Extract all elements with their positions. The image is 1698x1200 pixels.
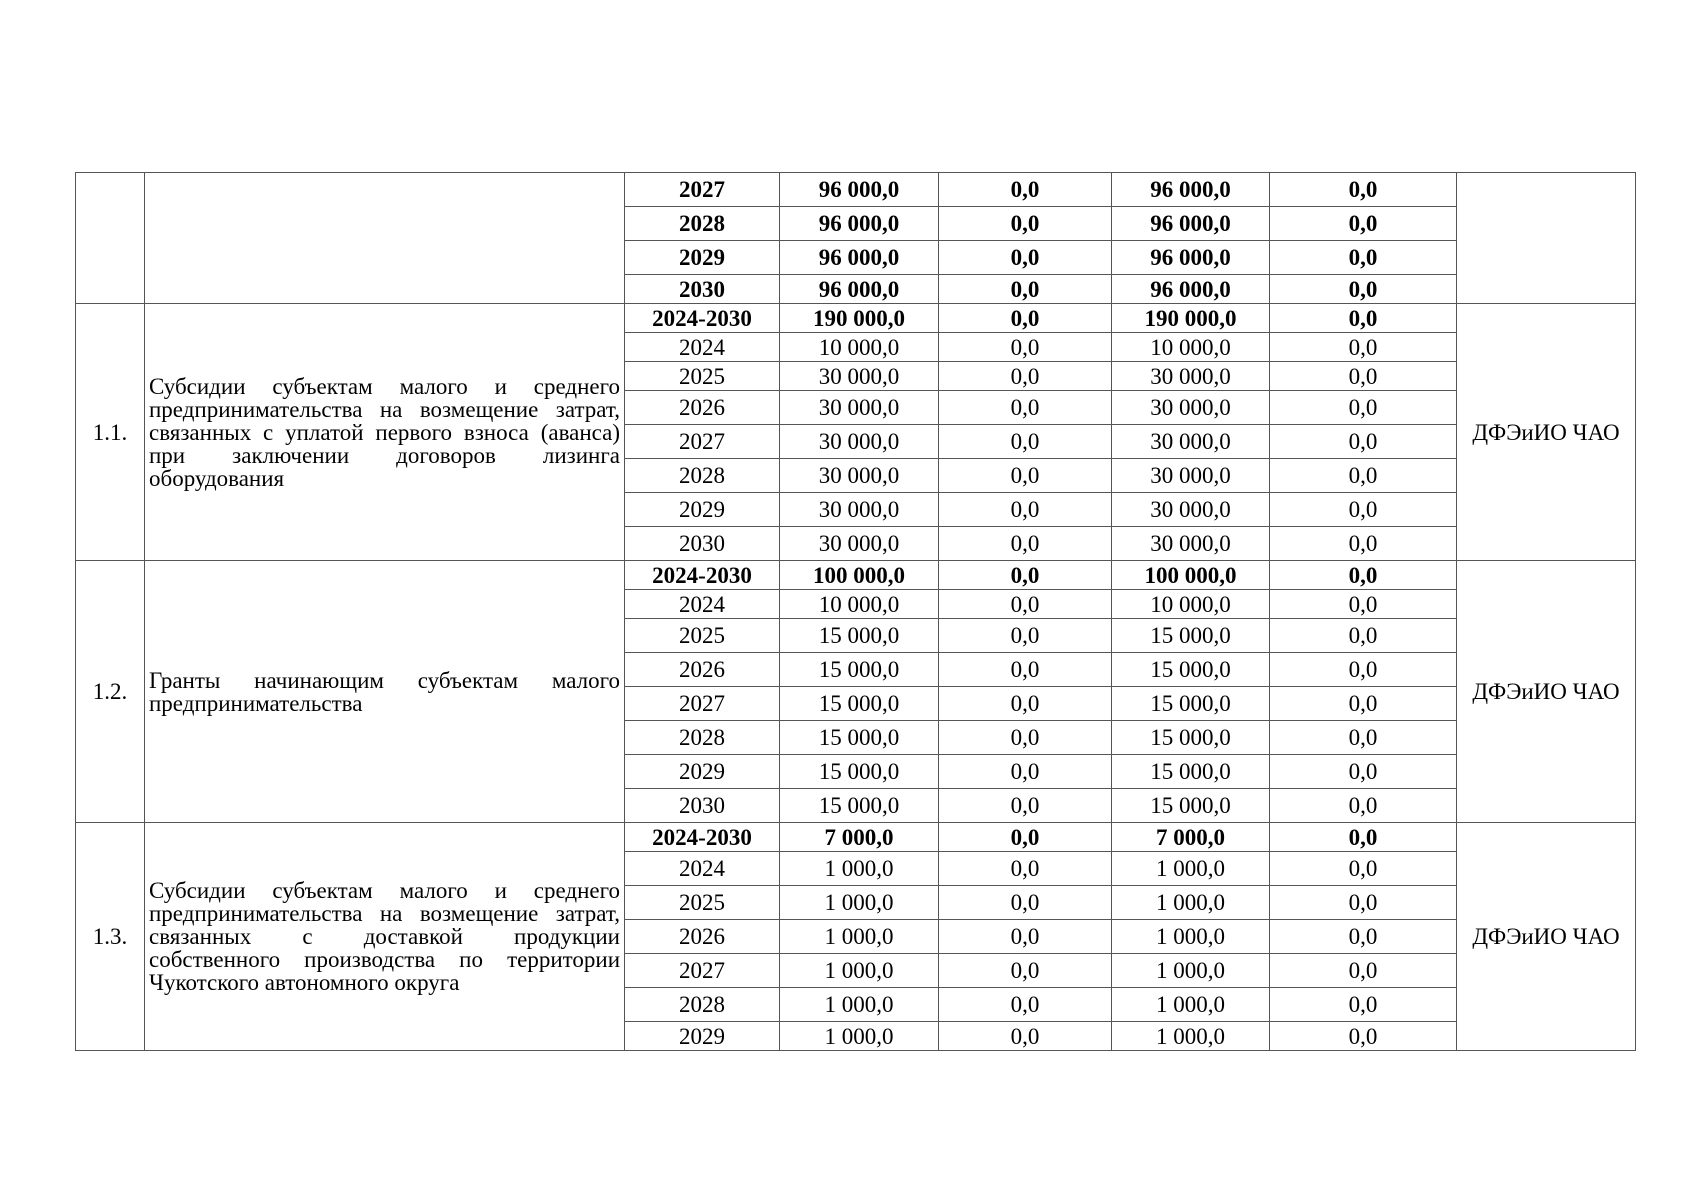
total-cell: 30 000,0 xyxy=(780,459,939,493)
total-cell: 10 000,0 xyxy=(780,590,939,619)
year-cell: 2024 xyxy=(625,852,780,886)
table-body xyxy=(76,173,1636,1051)
item-number-cell: 1.1. xyxy=(76,304,145,561)
regional-budget-cell: 190 000,0 xyxy=(1112,304,1270,333)
other-sources-cell: 0,0 xyxy=(1270,207,1457,241)
other-sources-cell: 0,0 xyxy=(1270,823,1457,852)
item-number-cell xyxy=(76,173,145,304)
other-sources-cell: 0,0 xyxy=(1270,527,1457,561)
year-cell: 2024-2030 xyxy=(625,304,780,333)
federal-budget-cell: 0,0 xyxy=(939,275,1112,304)
item-description-cell: Субсидии субъектам малого и среднего предпринимательства на возмещение затрат, связанных с уплатой первого взноса (аванса) при заключении договоров лизинга оборудования xyxy=(145,304,625,561)
other-sources-cell: 0,0 xyxy=(1270,173,1457,207)
other-sources-cell: 0,0 xyxy=(1270,275,1457,304)
total-cell: 96 000,0 xyxy=(780,173,939,207)
item-number-cell: 1.2. xyxy=(76,561,145,823)
federal-budget-cell: 0,0 xyxy=(939,954,1112,988)
other-sources-cell: 0,0 xyxy=(1270,653,1457,687)
federal-budget-cell: 0,0 xyxy=(939,619,1112,653)
regional-budget-cell: 1 000,0 xyxy=(1112,920,1270,954)
other-sources-cell: 0,0 xyxy=(1270,391,1457,425)
federal-budget-cell: 0,0 xyxy=(939,527,1112,561)
year-cell: 2029 xyxy=(625,241,780,275)
federal-budget-cell: 0,0 xyxy=(939,789,1112,823)
year-cell: 2027 xyxy=(625,173,780,207)
year-cell: 2029 xyxy=(625,755,780,789)
responsible-cell: ДФЭиИО ЧАО xyxy=(1457,823,1636,1051)
total-cell: 15 000,0 xyxy=(780,653,939,687)
total-cell: 10 000,0 xyxy=(780,333,939,362)
year-cell: 2027 xyxy=(625,687,780,721)
total-cell: 15 000,0 xyxy=(780,721,939,755)
table-row xyxy=(76,304,1636,333)
federal-budget-cell: 0,0 xyxy=(939,241,1112,275)
total-cell: 30 000,0 xyxy=(780,425,939,459)
federal-budget-cell: 0,0 xyxy=(939,425,1112,459)
federal-budget-cell: 0,0 xyxy=(939,755,1112,789)
regional-budget-cell: 15 000,0 xyxy=(1112,619,1270,653)
item-description-cell: Субсидии субъектам малого и среднего предпринимательства на возмещение затрат, связанных с доставкой продукции собственного производства по территории Чукотского автономного округа xyxy=(145,823,625,1051)
other-sources-cell: 0,0 xyxy=(1270,789,1457,823)
federal-budget-cell: 0,0 xyxy=(939,1022,1112,1051)
federal-budget-cell: 0,0 xyxy=(939,721,1112,755)
item-description-cell xyxy=(145,173,625,304)
other-sources-cell: 0,0 xyxy=(1270,333,1457,362)
table-row xyxy=(76,561,1636,590)
year-cell: 2030 xyxy=(625,527,780,561)
total-cell: 100 000,0 xyxy=(780,561,939,590)
year-cell: 2025 xyxy=(625,362,780,391)
other-sources-cell: 0,0 xyxy=(1270,954,1457,988)
year-cell: 2024-2030 xyxy=(625,561,780,590)
regional-budget-cell: 15 000,0 xyxy=(1112,789,1270,823)
total-cell: 1 000,0 xyxy=(780,886,939,920)
regional-budget-cell: 10 000,0 xyxy=(1112,590,1270,619)
federal-budget-cell: 0,0 xyxy=(939,590,1112,619)
responsible-cell xyxy=(1457,173,1636,304)
year-cell: 2030 xyxy=(625,789,780,823)
total-cell: 15 000,0 xyxy=(780,755,939,789)
year-cell: 2026 xyxy=(625,653,780,687)
other-sources-cell: 0,0 xyxy=(1270,619,1457,653)
total-cell: 15 000,0 xyxy=(780,619,939,653)
regional-budget-cell: 1 000,0 xyxy=(1112,988,1270,1022)
year-cell: 2025 xyxy=(625,619,780,653)
total-cell: 7 000,0 xyxy=(780,823,939,852)
regional-budget-cell: 1 000,0 xyxy=(1112,886,1270,920)
federal-budget-cell: 0,0 xyxy=(939,687,1112,721)
year-cell: 2024-2030 xyxy=(625,823,780,852)
year-cell: 2028 xyxy=(625,207,780,241)
other-sources-cell: 0,0 xyxy=(1270,920,1457,954)
year-cell: 2025 xyxy=(625,886,780,920)
other-sources-cell: 0,0 xyxy=(1270,425,1457,459)
year-cell: 2028 xyxy=(625,459,780,493)
other-sources-cell: 0,0 xyxy=(1270,1022,1457,1051)
item-number-cell: 1.3. xyxy=(76,823,145,1051)
regional-budget-cell: 30 000,0 xyxy=(1112,391,1270,425)
year-cell: 2027 xyxy=(625,954,780,988)
year-cell: 2024 xyxy=(625,590,780,619)
federal-budget-cell: 0,0 xyxy=(939,493,1112,527)
other-sources-cell: 0,0 xyxy=(1270,362,1457,391)
year-cell: 2026 xyxy=(625,391,780,425)
federal-budget-cell: 0,0 xyxy=(939,988,1112,1022)
regional-budget-cell: 96 000,0 xyxy=(1112,173,1270,207)
total-cell: 96 000,0 xyxy=(780,207,939,241)
regional-budget-cell: 1 000,0 xyxy=(1112,1022,1270,1051)
regional-budget-cell: 30 000,0 xyxy=(1112,527,1270,561)
federal-budget-cell: 0,0 xyxy=(939,459,1112,493)
total-cell: 1 000,0 xyxy=(780,1022,939,1051)
total-cell: 30 000,0 xyxy=(780,493,939,527)
other-sources-cell: 0,0 xyxy=(1270,241,1457,275)
other-sources-cell: 0,0 xyxy=(1270,852,1457,886)
regional-budget-cell: 30 000,0 xyxy=(1112,425,1270,459)
other-sources-cell: 0,0 xyxy=(1270,687,1457,721)
total-cell: 96 000,0 xyxy=(780,275,939,304)
year-cell: 2024 xyxy=(625,333,780,362)
other-sources-cell: 0,0 xyxy=(1270,459,1457,493)
federal-budget-cell: 0,0 xyxy=(939,173,1112,207)
other-sources-cell: 0,0 xyxy=(1270,304,1457,333)
total-cell: 1 000,0 xyxy=(780,954,939,988)
federal-budget-cell: 0,0 xyxy=(939,333,1112,362)
federal-budget-cell: 0,0 xyxy=(939,852,1112,886)
total-cell: 30 000,0 xyxy=(780,362,939,391)
regional-budget-cell: 15 000,0 xyxy=(1112,653,1270,687)
other-sources-cell: 0,0 xyxy=(1270,886,1457,920)
year-cell: 2027 xyxy=(625,425,780,459)
federal-budget-cell: 0,0 xyxy=(939,920,1112,954)
federal-budget-cell: 0,0 xyxy=(939,823,1112,852)
regional-budget-cell: 1 000,0 xyxy=(1112,954,1270,988)
total-cell: 30 000,0 xyxy=(780,527,939,561)
year-cell: 2028 xyxy=(625,721,780,755)
year-cell: 2029 xyxy=(625,493,780,527)
other-sources-cell: 0,0 xyxy=(1270,721,1457,755)
item-description-cell: Гранты начинающим субъектам малого предпринимательства xyxy=(145,561,625,823)
responsible-cell: ДФЭиИО ЧАО xyxy=(1457,561,1636,823)
total-cell: 1 000,0 xyxy=(780,852,939,886)
regional-budget-cell: 10 000,0 xyxy=(1112,333,1270,362)
regional-budget-cell: 96 000,0 xyxy=(1112,207,1270,241)
total-cell: 1 000,0 xyxy=(780,920,939,954)
federal-budget-cell: 0,0 xyxy=(939,886,1112,920)
federal-budget-cell: 0,0 xyxy=(939,653,1112,687)
other-sources-cell: 0,0 xyxy=(1270,988,1457,1022)
year-cell: 2029 xyxy=(625,1022,780,1051)
total-cell: 15 000,0 xyxy=(780,789,939,823)
total-cell: 15 000,0 xyxy=(780,687,939,721)
total-cell: 1 000,0 xyxy=(780,988,939,1022)
regional-budget-cell: 30 000,0 xyxy=(1112,459,1270,493)
regional-budget-cell: 96 000,0 xyxy=(1112,241,1270,275)
other-sources-cell: 0,0 xyxy=(1270,493,1457,527)
regional-budget-cell: 7 000,0 xyxy=(1112,823,1270,852)
regional-budget-cell: 15 000,0 xyxy=(1112,687,1270,721)
program-funding-table xyxy=(75,172,1636,1051)
other-sources-cell: 0,0 xyxy=(1270,755,1457,789)
federal-budget-cell: 0,0 xyxy=(939,561,1112,590)
regional-budget-cell: 15 000,0 xyxy=(1112,721,1270,755)
regional-budget-cell: 15 000,0 xyxy=(1112,755,1270,789)
year-cell: 2030 xyxy=(625,275,780,304)
federal-budget-cell: 0,0 xyxy=(939,207,1112,241)
table-row xyxy=(76,823,1636,852)
other-sources-cell: 0,0 xyxy=(1270,590,1457,619)
federal-budget-cell: 0,0 xyxy=(939,362,1112,391)
federal-budget-cell: 0,0 xyxy=(939,391,1112,425)
total-cell: 30 000,0 xyxy=(780,391,939,425)
regional-budget-cell: 1 000,0 xyxy=(1112,852,1270,886)
year-cell: 2028 xyxy=(625,988,780,1022)
regional-budget-cell: 30 000,0 xyxy=(1112,362,1270,391)
year-cell: 2026 xyxy=(625,920,780,954)
total-cell: 190 000,0 xyxy=(780,304,939,333)
regional-budget-cell: 100 000,0 xyxy=(1112,561,1270,590)
other-sources-cell: 0,0 xyxy=(1270,561,1457,590)
responsible-cell: ДФЭиИО ЧАО xyxy=(1457,304,1636,561)
table-row xyxy=(76,173,1636,207)
regional-budget-cell: 30 000,0 xyxy=(1112,493,1270,527)
federal-budget-cell: 0,0 xyxy=(939,304,1112,333)
total-cell: 96 000,0 xyxy=(780,241,939,275)
regional-budget-cell: 96 000,0 xyxy=(1112,275,1270,304)
